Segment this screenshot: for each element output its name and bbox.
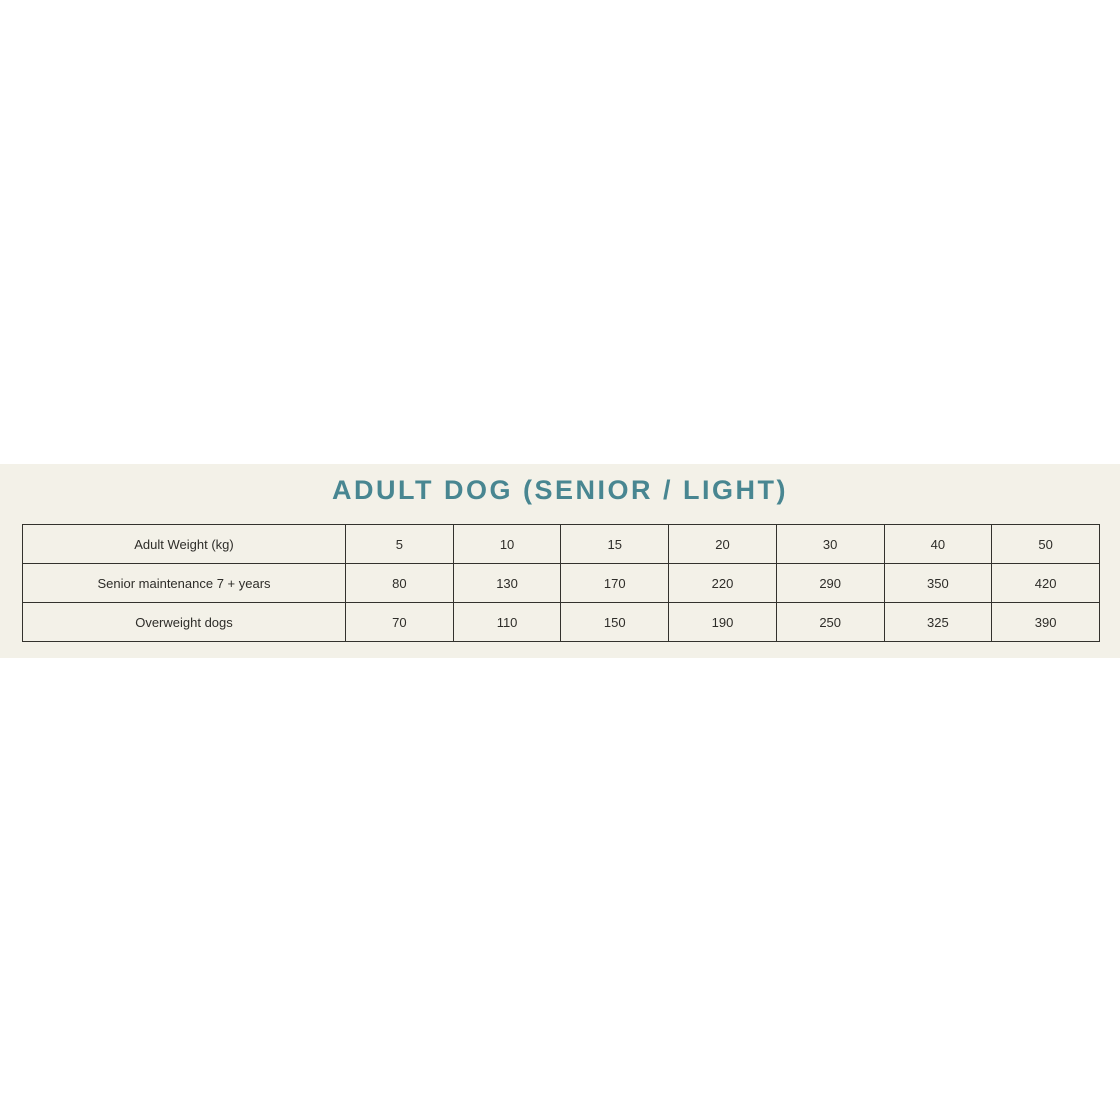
table-row	[23, 603, 1100, 642]
table-cell: 150	[561, 603, 669, 642]
table-cell: 350	[884, 564, 992, 603]
table-row	[23, 525, 1100, 564]
table-cell: 10	[453, 525, 561, 564]
table-cell: 15	[561, 525, 669, 564]
row-label: Overweight dogs	[23, 603, 346, 642]
table-cell: 190	[669, 603, 777, 642]
table-cell: 325	[884, 603, 992, 642]
table-cell: 20	[669, 525, 777, 564]
feeding-guide-section	[0, 464, 1120, 658]
table-cell: 390	[992, 603, 1100, 642]
table-cell: 40	[884, 525, 992, 564]
table-cell: 250	[776, 603, 884, 642]
table-cell: 290	[776, 564, 884, 603]
table-row	[23, 564, 1100, 603]
table-cell: 70	[346, 603, 454, 642]
table-cell: 130	[453, 564, 561, 603]
feeding-guide-table	[22, 524, 1100, 642]
table-cell: 80	[346, 564, 454, 603]
table-cell: 50	[992, 525, 1100, 564]
table-cell: 110	[453, 603, 561, 642]
top-whitespace	[0, 0, 1120, 464]
row-label: Adult Weight (kg)	[23, 525, 346, 564]
bottom-whitespace	[0, 658, 1120, 1120]
row-label: Senior maintenance 7 + years	[23, 564, 346, 603]
table-cell: 220	[669, 564, 777, 603]
table-cell: 30	[776, 525, 884, 564]
table-cell: 420	[992, 564, 1100, 603]
table-cell: 5	[346, 525, 454, 564]
section-title: ADULT DOG (SENIOR / LIGHT)	[332, 475, 788, 505]
table-cell: 170	[561, 564, 669, 603]
